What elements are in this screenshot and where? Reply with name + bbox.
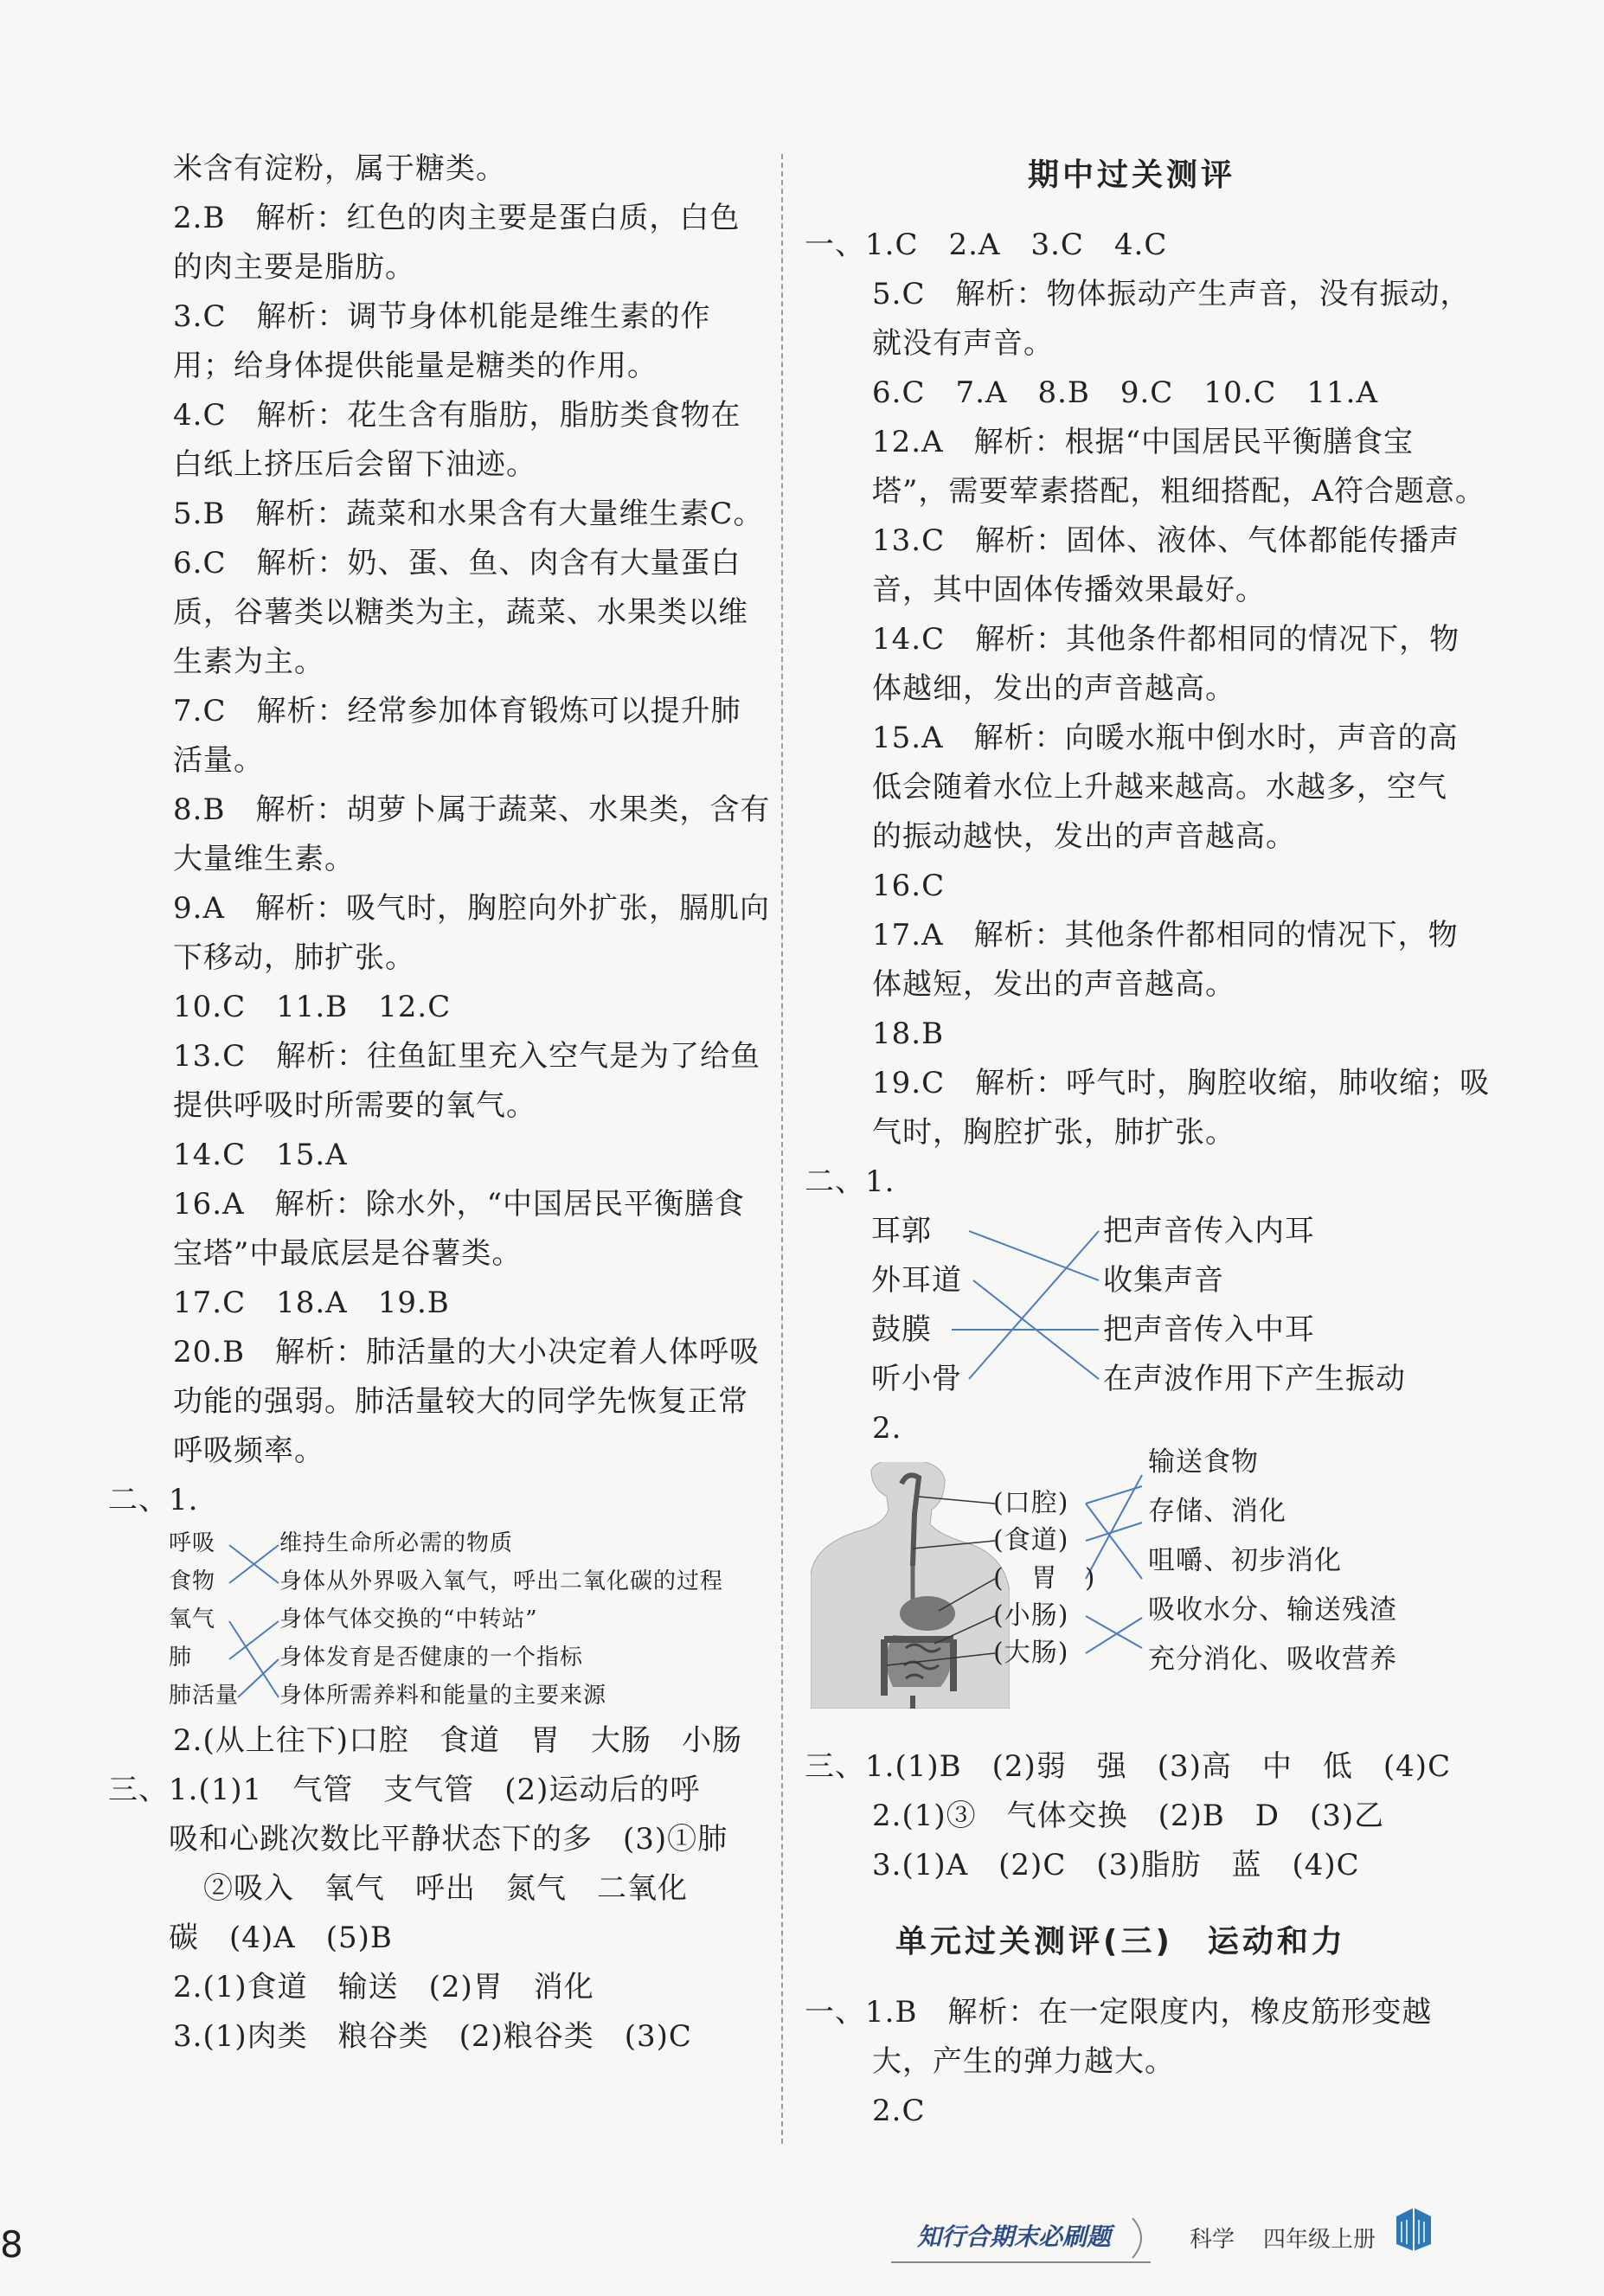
text-line: 20.B 解析：肺活量的大小决定着人体呼吸 — [173, 1335, 760, 1369]
text-line: 米含有淀粉，属于糖类。 — [173, 151, 506, 186]
text-line: 13.C 解析：固体、液体、气体都能传播声 — [872, 523, 1460, 558]
text-line: ②吸入 氧气 呼出 氮气 二氧化 — [203, 1871, 688, 1906]
pointer-line — [919, 1497, 995, 1504]
pointer-line — [939, 1579, 995, 1611]
text-line: 3.C 解析：调节身体机能是维生素的作 — [173, 299, 711, 334]
text-line: 2. — [872, 1411, 902, 1446]
text-line: 14.C 15.A — [173, 1138, 348, 1172]
subject-label: 科学 — [1190, 2227, 1235, 2253]
match-left-item: 耳郭 — [871, 1214, 932, 1248]
text-line: 宝塔”中最底层是谷薯类。 — [173, 1236, 523, 1271]
book-icon — [1393, 2204, 1434, 2253]
text-line: 13.C 解析：往鱼缸里充入空气是为了给鱼 — [173, 1039, 761, 1074]
section-heading: 二、1. — [108, 1483, 199, 1517]
match-line — [229, 1621, 279, 1659]
match-right-item: 把声音传入内耳 — [1103, 1214, 1315, 1248]
text-line: 3.(1)肉类 粮谷类 (2)粮谷类 (3)C — [173, 2019, 692, 2054]
text-line: 5.C 解析：物体振动产生声音，没有振动， — [872, 277, 1471, 311]
organ-label: ( 胃 ) — [993, 1563, 1096, 1594]
text-line: 三、1.(1)1 气管 支气管 (2)运动后的呼 — [108, 1773, 701, 1807]
organ-function: 存储、消化 — [1148, 1496, 1286, 1527]
text-line: 用；给身体提供能量是糖类的作用。 — [173, 349, 658, 383]
text-line: 一、1.B 解析：在一定限度内，橡皮筋形变越 — [805, 1995, 1433, 2030]
match-right-item: 收集声音 — [1103, 1263, 1224, 1298]
text-line: 2.C — [872, 2094, 926, 2128]
text-line: 三、1.(1)B (2)弱 强 (3)高 中 低 (4)C — [805, 1749, 1452, 1784]
pointer-line — [934, 1616, 995, 1644]
organ-label: (小肠) — [993, 1600, 1069, 1631]
text-line: 2.(从上往下)口腔 食道 胃 大肠 小肠 — [173, 1723, 742, 1758]
match-left-item: 氧气 — [169, 1607, 216, 1632]
organ-label: (食道) — [993, 1525, 1069, 1555]
text-line: 提供呼吸时所需要的氧气。 — [173, 1088, 536, 1123]
text-line: 15.A 解析：向暖水瓶中倒水时，声音的高 — [872, 721, 1459, 755]
text-line: 5.B 解析：蔬菜和水果含有大量维生素C。 — [173, 497, 764, 531]
pointer-line — [887, 1653, 995, 1665]
organ-label: (大肠) — [993, 1638, 1069, 1668]
text-line: 音，其中固体传播效果最好。 — [872, 573, 1266, 607]
footer — [891, 2213, 1445, 2261]
match-left-item: 呼吸 — [169, 1530, 216, 1556]
text-line: 呼吸频率。 — [173, 1433, 324, 1468]
text-line: 活量。 — [173, 743, 264, 778]
text-line: 4.C 解析：花生含有脂肪，脂肪类食物在 — [173, 398, 741, 433]
match-line — [1086, 1616, 1142, 1648]
text-line: 19.C 解析：呼气时，胸腔收缩，肺收缩；吸 — [872, 1066, 1491, 1100]
match-right-item: 维持生命所必需的物质 — [279, 1530, 514, 1556]
pointer-line — [913, 1541, 995, 1549]
text-line: 碳 (4)A (5)B — [169, 1921, 393, 1955]
text-line: 吸和心跳次数比平静状态下的多 (3)①肺 — [169, 1822, 728, 1857]
text-line: 生素为主。 — [173, 645, 324, 679]
organ-function: 充分消化、吸收营养 — [1148, 1644, 1397, 1675]
text-line: 一、1.C 2.A 3.C 4.C — [805, 228, 1168, 262]
match-right-item: 身体从外界吸入氧气，呼出二氧化碳的过程 — [279, 1568, 724, 1594]
text-line: 14.C 解析：其他条件都相同的情况下，物 — [872, 622, 1460, 657]
text-line: 大量维生素。 — [173, 842, 355, 876]
match-left-item: 听小骨 — [871, 1362, 962, 1396]
organ-label: (口腔) — [993, 1488, 1069, 1518]
footer-rule — [891, 2261, 1151, 2263]
text-line: 10.C 11.B 12.C — [173, 990, 452, 1024]
text-line: 低会随着水位上升越来越高。水越多，空气 — [872, 770, 1447, 805]
page-number: 8 — [0, 2223, 23, 2266]
text-line: 6.C 解析：奶、蛋、鱼、肉含有大量蛋白 — [173, 546, 741, 580]
organ-function: 吸收水分、输送残渣 — [1148, 1594, 1397, 1626]
match-right-item: 把声音传入中耳 — [1103, 1312, 1315, 1347]
text-line: 9.A 解析：吸气时，胸腔向外扩张，膈肌向 — [173, 891, 770, 926]
text-line: 2.(1)③ 气体交换 (2)B D (3)乙 — [872, 1799, 1385, 1833]
match-line — [229, 1621, 279, 1697]
text-line: 16.C — [872, 869, 946, 903]
match-left-item: 外耳道 — [871, 1263, 962, 1298]
bracket-icon — [1129, 2216, 1155, 2260]
text-line: 18.B — [872, 1017, 945, 1051]
text-line: 2.(1)食道 输送 (2)胃 消化 — [173, 1970, 594, 2004]
section-title: 单元过关测评(三) 运动和力 — [895, 1924, 1346, 1959]
text-line: 功能的强弱。肺活量较大的同学先恢复正常 — [173, 1384, 748, 1419]
text-line: 17.C 18.A 19.B — [173, 1286, 450, 1320]
match-line — [1086, 1618, 1142, 1653]
match-right-item: 身体气体交换的“中转站” — [279, 1607, 538, 1632]
match-left-item: 食物 — [169, 1568, 216, 1594]
match-left-item: 鼓膜 — [871, 1312, 932, 1347]
text-line: 下移动，肺扩张。 — [173, 940, 415, 975]
grade-label: 四年级上册 — [1263, 2227, 1376, 2253]
text-line: 16.A 解析：除水外，“中国居民平衡膳食 — [173, 1187, 746, 1222]
match-right-item: 身体所需养料和能量的主要来源 — [279, 1683, 607, 1709]
organ-function: 输送食物 — [1148, 1446, 1259, 1478]
text-line: 8.B 解析：胡萝卜属于蔬菜、水果类，含有 — [173, 792, 771, 827]
text-line: 12.A 解析：根据“中国居民平衡膳食宝 — [872, 425, 1415, 459]
text-line: 大，产生的弹力越大。 — [872, 2044, 1175, 2079]
match-right-item: 在声波作用下产生振动 — [1103, 1362, 1406, 1396]
section-heading: 二、1. — [805, 1164, 895, 1199]
text-line: 气时，胸腔扩张，肺扩张。 — [872, 1115, 1235, 1150]
text-line: 质，谷薯类以糖类为主，蔬菜、水果类以维 — [173, 595, 748, 630]
brand-name: 知行合期末必刷题 — [917, 2222, 1112, 2251]
text-line: 2.B 解析：红色的肉主要是蛋白质，白色 — [173, 201, 741, 235]
match-right-item: 身体发育是否健康的一个指标 — [279, 1645, 584, 1671]
text-line: 白纸上挤压后会留下油迹。 — [173, 447, 536, 482]
text-line: 塔”，需要荤素搭配，粗细搭配，A符合题意。 — [872, 474, 1485, 509]
text-line: 6.C 7.A 8.B 9.C 10.C 11.A — [872, 375, 1379, 410]
text-line: 17.A 解析：其他条件都相同的情况下，物 — [872, 918, 1459, 952]
text-line: 就没有声音。 — [872, 326, 1054, 361]
text-line: 7.C 解析：经常参加体育锻炼可以提升肺 — [173, 694, 741, 728]
match-left-item: 肺 — [169, 1645, 193, 1671]
text-line: 3.(1)A (2)C (3)脂肪 蓝 (4)C — [872, 1848, 1360, 1882]
text-line: 体越短，发出的声音越高。 — [872, 967, 1235, 1002]
section-title: 期中过关测评 — [1028, 157, 1236, 193]
text-line: 的肉主要是脂肪。 — [173, 250, 415, 285]
text-line: 的振动越快，发出的声音越高。 — [872, 819, 1296, 854]
text-line: 体越细，发出的声音越高。 — [872, 671, 1235, 706]
match-left-item: 肺活量 — [169, 1683, 240, 1709]
organ-function: 咀嚼、初步消化 — [1148, 1545, 1342, 1576]
